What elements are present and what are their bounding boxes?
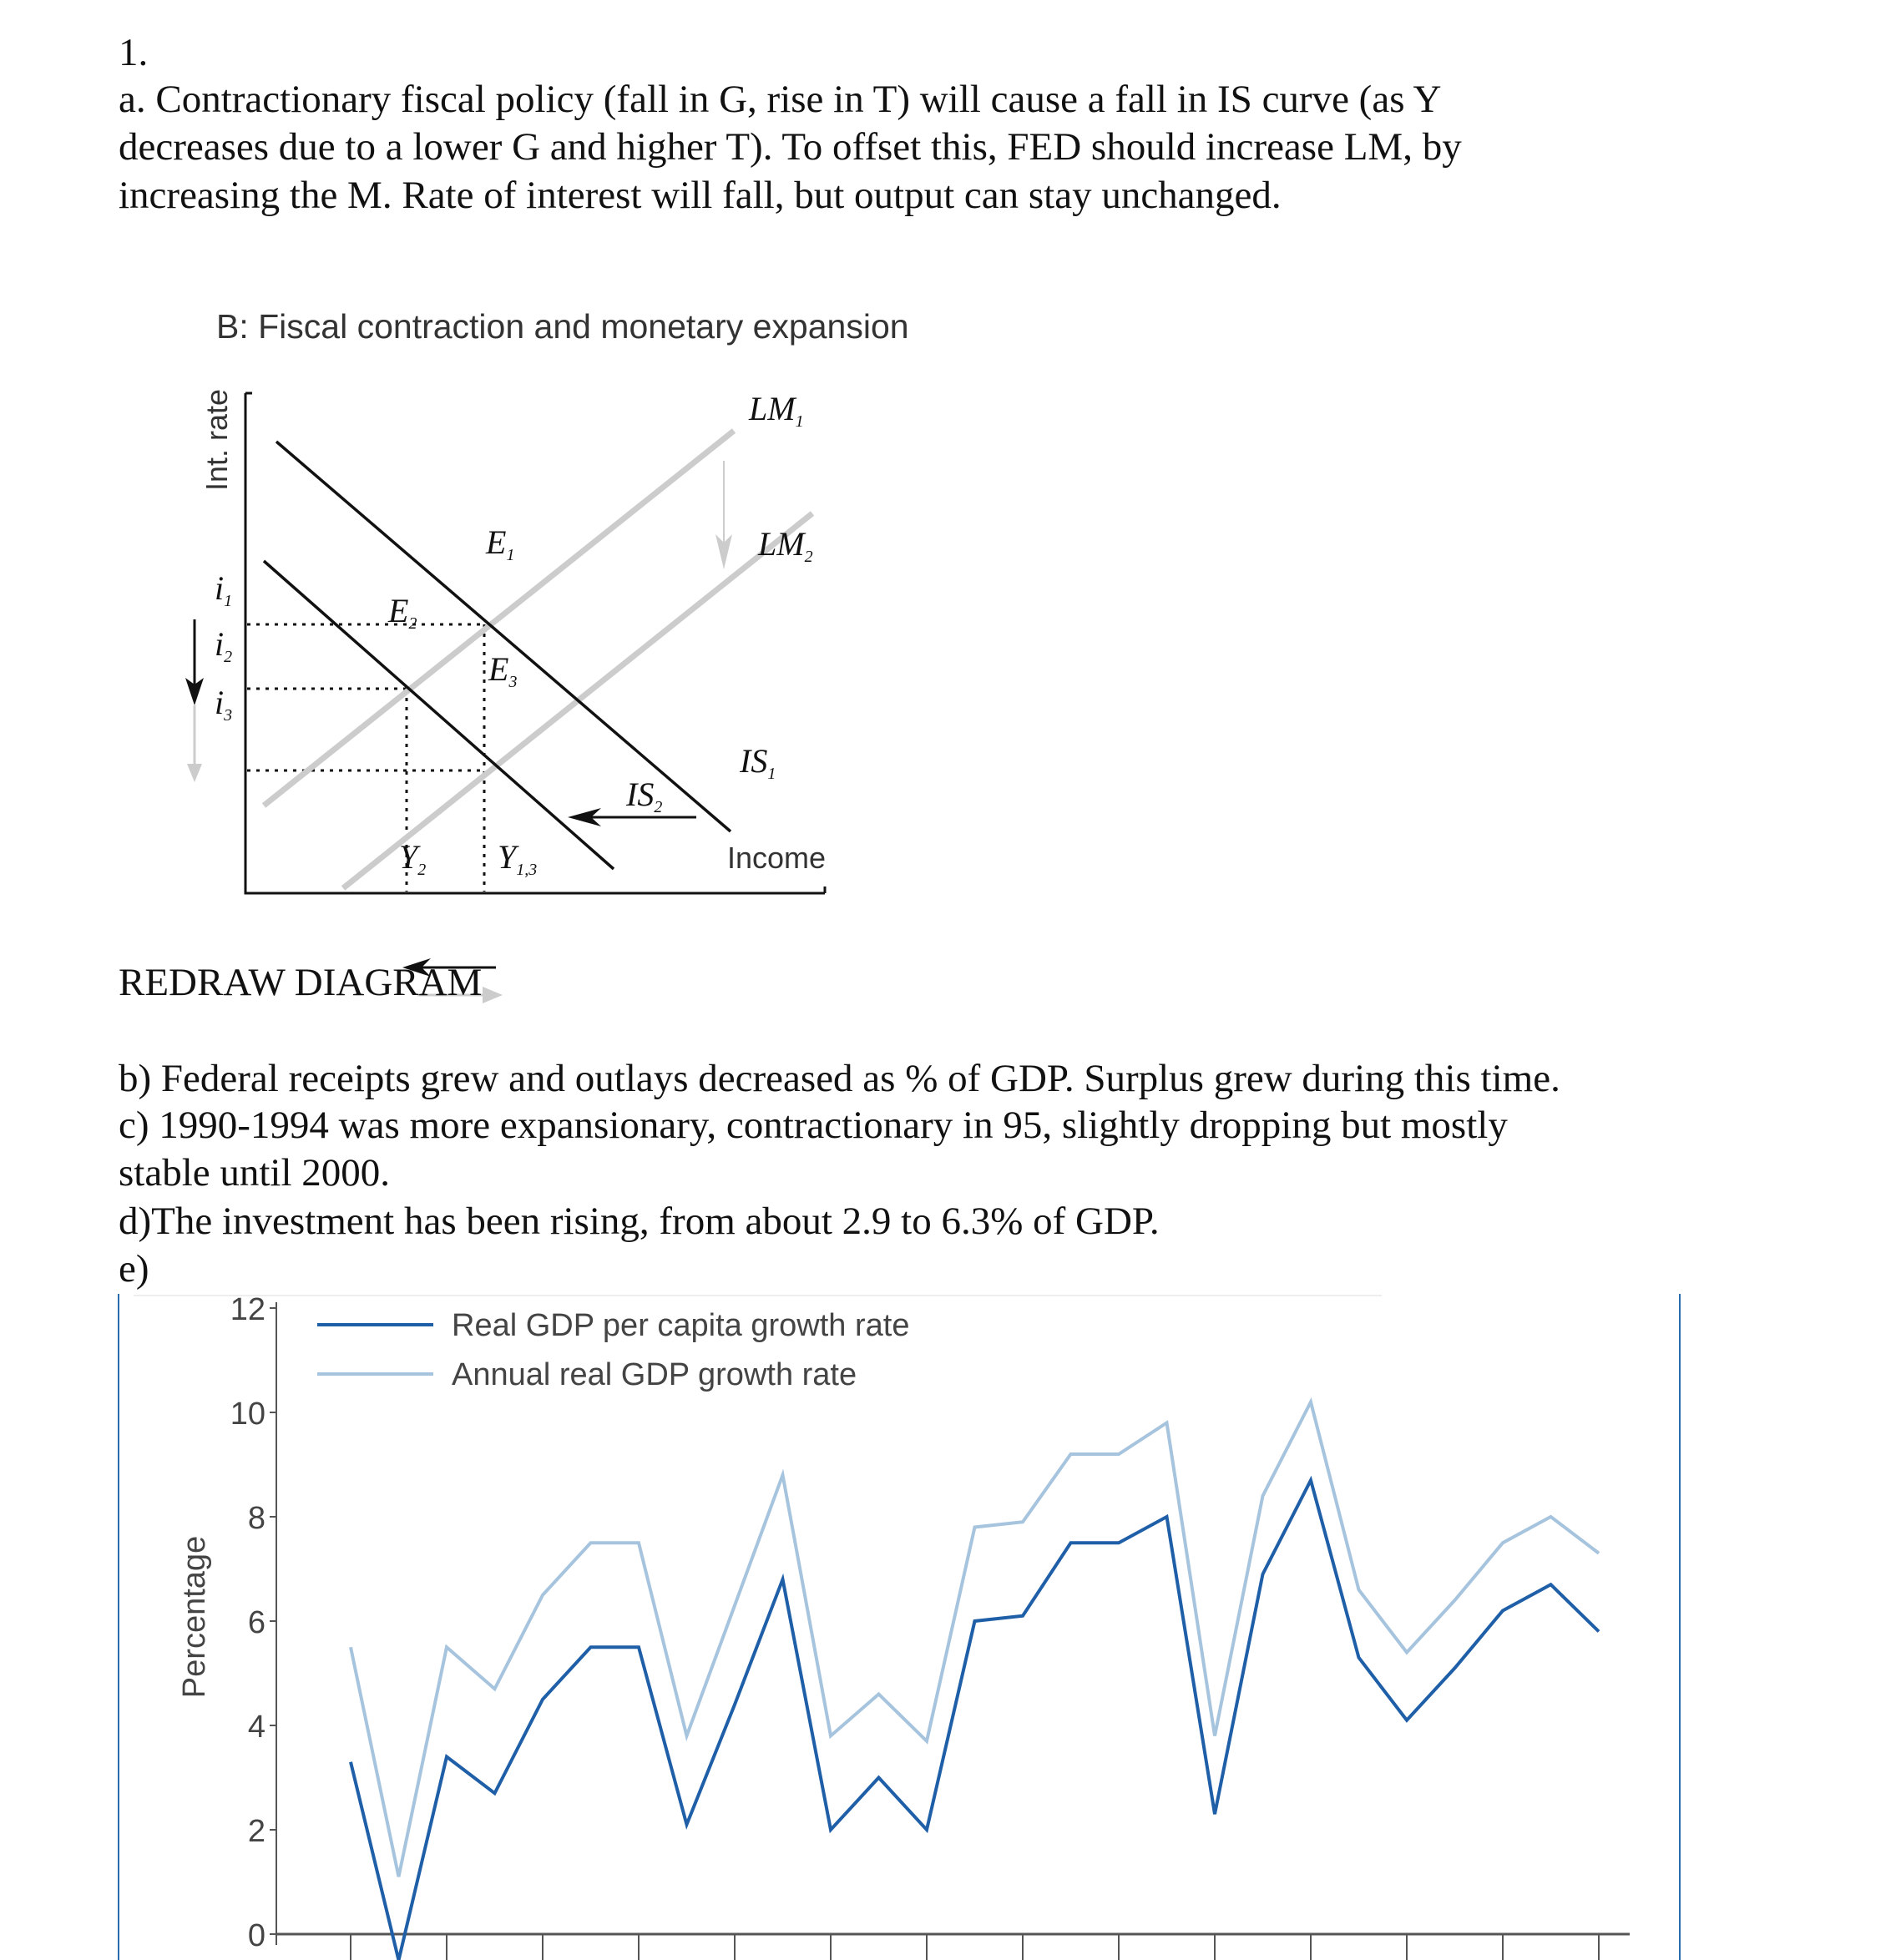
chart-y-label: Percentage [177,1535,212,1699]
i2-label: $i_2$ [215,625,233,666]
e3-label: $E_3$ [488,650,518,691]
answer-a-line-1: a. Contractionary fiscal policy (fall in G, rise in T) will cause a fall in IS curve (as Y [119,78,1442,121]
y-tick-label: 0 [247,1918,265,1953]
answer-d: d)The investment has been rising, from about 2.9 to 6.3% of GDP. [119,1200,1160,1243]
legend [317,1308,909,1392]
y-axis-label: Int. rate [200,388,234,492]
answer-a-line-3: increasing the M. Rate of interest will fall, but output can stay unchanged. [119,174,1282,217]
legend-label-per-capita: Real GDP per capita growth rate [452,1308,910,1343]
answer-a-line-2: decreases due to a lower G and higher T). To offset this, FED should increase LM, by [119,125,1462,169]
x-axis-label: Income [727,841,827,875]
y-tick-label: 2 [247,1814,265,1849]
y-tick-label: 10 [230,1397,265,1432]
e1-label: $E_1$ [486,523,515,564]
diagram-title: B: Fiscal contraction and monetary expansion [216,307,909,346]
redraw-note: REDRAW DIAGRAM [119,961,483,1004]
y-tick-label: 12 [230,1292,265,1327]
is2-label: $IS_2$ [626,775,663,816]
answer-c-line-1: c) 1990-1994 was more expansionary, contractionary in 95, slightly dropping but mostly [119,1104,1508,1147]
y-tick-label: 8 [247,1501,265,1536]
lm2-label: $LM_2$ [758,525,813,566]
y-tick-label: 4 [247,1710,265,1745]
i1-label: $i_1$ [215,569,233,610]
y-tick-label: 6 [247,1605,265,1640]
legend-label-annual: Annual real GDP growth rate [452,1357,857,1392]
series-per-capita-line [351,1480,1599,1960]
answer-c-line-2: stable until 2000. [119,1151,391,1195]
is1-label: $IS_1$ [740,742,776,783]
question-number: 1. [119,31,149,74]
lm1-label: $LM_1$ [749,390,804,431]
y2-label: $Y_2$ [399,838,427,879]
e2-label: $E_2$ [388,592,417,633]
i3-label: $i_3$ [215,684,233,725]
series-annual-gdp-line [351,1402,1599,1877]
y13-label: $Y_{1,3}$ [498,838,538,879]
answer-b: b) Federal receipts grew and outlays decreased as % of GDP. Surplus grew during this time. [119,1057,1560,1100]
answer-e: e) [119,1247,149,1291]
